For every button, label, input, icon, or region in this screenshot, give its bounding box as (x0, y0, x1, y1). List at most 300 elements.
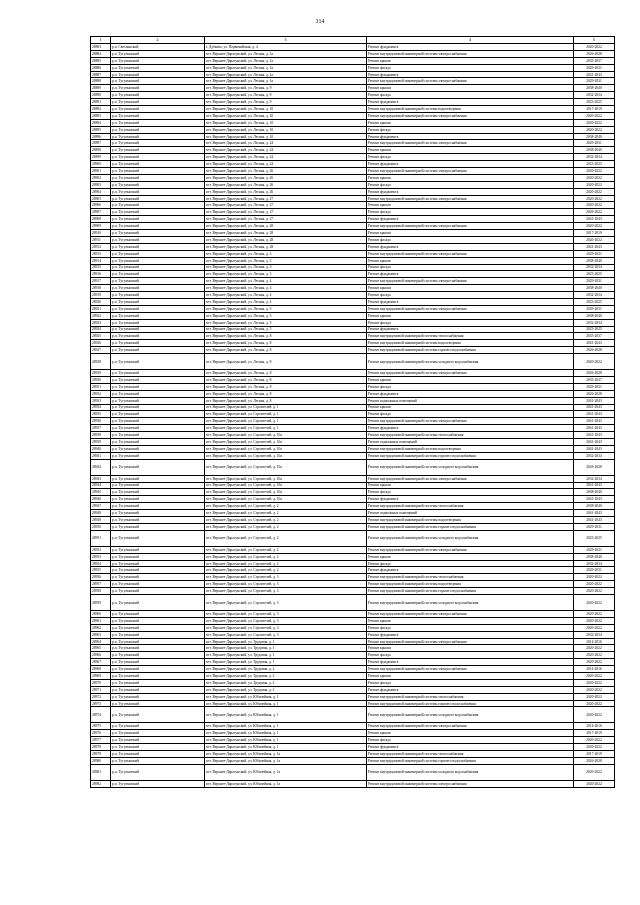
period-cell: 2038-2040 (574, 257, 615, 264)
period-cell: 2020-2022 (574, 574, 615, 581)
address-cell: пгт. Верхнее-Дарасунский, ул. Строителей, д. 10а (205, 489, 367, 496)
period-cell: 2032-2034 (574, 475, 615, 482)
row-number-cell: 28883 (91, 44, 111, 51)
period-cell: 2041-2043 (574, 71, 615, 78)
period-cell: 2029-2031 (574, 546, 615, 553)
period-cell: 2038-2040 (574, 489, 615, 496)
address-cell: пгт. Верхнее-Дарасунский, ул. Строителей, д. 2 (205, 560, 367, 567)
work-type-cell: Ремонт подвальных помещений (367, 438, 574, 445)
table-row (91, 523, 615, 530)
address-cell: пгт. Верхнее-Дарасунский, ул. Строителей, д. 2 (205, 510, 367, 517)
table-row (91, 147, 615, 154)
table-row (91, 679, 615, 686)
work-type-cell: Ремонт внутридомовой инженерной системы электроснабжения (367, 140, 574, 147)
address-cell: пгт. Верхнее-Дарасунский, ул. Лесная, д. 4 (205, 278, 367, 285)
address-cell: пгт. Верхнее-Дарасунский, ул. Строителей, д. 1 (205, 411, 367, 418)
table-row (91, 99, 615, 106)
row-number-cell: 28905 (91, 195, 111, 202)
district-cell: р.п. Тугулымский (111, 404, 205, 411)
work-type-cell: Ремонт фасада (367, 292, 574, 299)
period-cell: 2026-2028 (574, 347, 615, 354)
address-cell: пгт. Верхнее-Дарасунский, ул. Строителей, д. 3 (205, 581, 367, 588)
table-row (91, 133, 615, 140)
period-cell: 2020-2022 (574, 652, 615, 659)
district-cell: р.п. Тугулымский (111, 333, 205, 340)
table-row (91, 376, 615, 383)
district-cell: р.п. Тугулымский (111, 411, 205, 418)
district-cell: р.п. Тугулымский (111, 489, 205, 496)
work-type-cell: Ремонт внутридомовой инженерной системы теплоснабжения (367, 333, 574, 340)
table-row (91, 223, 615, 230)
district-cell: р.п. Тугулымский (111, 700, 205, 707)
row-number-cell: 28953 (91, 553, 111, 560)
district-cell: р.п. Тугулымский (111, 195, 205, 202)
row-number-cell: 28906 (91, 202, 111, 209)
period-cell: 2041-2043 (574, 243, 615, 250)
district-cell: р.п. Тугулымский (111, 638, 205, 645)
work-type-cell: Ремонт внутридомовой инженерной системы горячего водоснабжения (367, 523, 574, 530)
row-number-cell: 28943 (91, 475, 111, 482)
table-row (91, 312, 615, 319)
row-number-cell: 28956 (91, 574, 111, 581)
table-row (91, 64, 615, 71)
table-row (91, 611, 615, 618)
district-cell: р.п. Тугулымский (111, 482, 205, 489)
address-cell: пгт. Верхнее-Дарасунский, ул. Лесная, д. 26 (205, 181, 367, 188)
district-cell: р.п. Тугулымский (111, 659, 205, 666)
table-row (91, 126, 615, 133)
district-cell: р.п. Тугулымский (111, 223, 205, 230)
work-type-cell: Ремонт внутридомовой инженерной системы электроснабжения (367, 112, 574, 119)
address-cell: пгт. Верхнее-Дарасунский, ул. Строителей, д. 1 (205, 425, 367, 432)
address-cell: пгт. Верхнее-Дарасунский, ул. Строителей, д. 2 (205, 503, 367, 510)
row-number-cell: 28957 (91, 581, 111, 588)
work-type-cell: Ремонт фасада (367, 383, 574, 390)
row-number-cell: 28950 (91, 523, 111, 530)
period-cell: 2014-2016 (574, 638, 615, 645)
address-cell: пгт. Верхнее-Дарасунский, ул. Строителей, д. 10а (205, 496, 367, 503)
district-cell: р.п. Тугулымский (111, 50, 205, 57)
work-type-cell: Ремонт внутридомовой инженерной системы электроснабжения (367, 723, 574, 730)
row-number-cell: 28912 (91, 243, 111, 250)
district-cell: р.п. Тугулымский (111, 354, 205, 370)
table-row (91, 404, 615, 411)
table-row (91, 188, 615, 195)
period-cell: 2020-2022 (574, 202, 615, 209)
district-cell: р.п. Тугулымский (111, 250, 205, 257)
period-cell: 2020-2022 (574, 679, 615, 686)
address-cell: пгт. Верхнее-Дарасунский, ул. Лесная, д. 8 (205, 397, 367, 404)
work-type-cell: Ремонт фасада (367, 679, 574, 686)
period-cell: 2020-2022 (574, 195, 615, 202)
row-number-cell: 28946 (91, 496, 111, 503)
row-number-cell: 28973 (91, 700, 111, 707)
table-row (91, 425, 615, 432)
table-row (91, 659, 615, 666)
row-number-cell: 28924 (91, 326, 111, 333)
period-cell: 2029-2031 (574, 567, 615, 574)
table-row (91, 588, 615, 595)
work-type-cell: Ремонт внутридомовой инженерной системы горячего водоснабжения (367, 757, 574, 764)
row-number-cell: 28933 (91, 397, 111, 404)
period-cell: 2020-2022 (574, 707, 615, 723)
table-row (91, 482, 615, 489)
row-number-cell: 28927 (91, 347, 111, 354)
table-row (91, 730, 615, 737)
period-cell: 2026-2028 (574, 50, 615, 57)
address-cell: пгт. Верхнее-Дарасунский, ул. Лесная, д. 1а (205, 57, 367, 64)
work-type-cell: Ремонт внутридомовой инженерной системы водоотведения (367, 340, 574, 347)
district-cell: р.п. Тугулымский (111, 418, 205, 425)
district-cell: р.п. Тугулымский (111, 326, 205, 333)
table-row (91, 723, 615, 730)
period-cell: 2020-2022 (574, 686, 615, 693)
period-cell: 2017-2019 (574, 106, 615, 113)
table-row (91, 370, 615, 377)
address-cell: пгт. Верхнее-Дарасунский, ул. Строителей, д. 3 (205, 588, 367, 595)
row-number-cell: 28979 (91, 751, 111, 758)
work-type-cell: Ремонт внутридомовой инженерной системы водоотведения (367, 106, 574, 113)
row-number-cell: 28961 (91, 617, 111, 624)
period-cell: 2041-2043 (574, 411, 615, 418)
table-row (91, 489, 615, 496)
period-cell: 2023-2025 (574, 161, 615, 168)
table-row (91, 333, 615, 340)
district-cell: р.п. Тугулымский (111, 312, 205, 319)
period-cell: 2020-2022 (574, 181, 615, 188)
row-number-cell: 28930 (91, 376, 111, 383)
period-cell: 2017-2019 (574, 230, 615, 237)
table-row (91, 700, 615, 707)
period-cell: 2020-2022 (574, 645, 615, 652)
header-row (91, 37, 615, 44)
period-cell: 2029-2031 (574, 250, 615, 257)
district-cell: р.п. Тугулымский (111, 757, 205, 764)
work-type-cell: Ремонт крыши (367, 285, 574, 292)
table-row (91, 764, 615, 780)
period-cell: 2029-2031 (574, 523, 615, 530)
work-type-cell: Ремонт внутридомовой инженерной системы электроснабжения (367, 278, 574, 285)
period-cell: 2023-2025 (574, 99, 615, 106)
work-type-cell: Ремонт внутридомовой инженерной системы электроснабжения (367, 250, 574, 257)
table-row (91, 285, 615, 292)
work-type-cell: Ремонт крыши (367, 174, 574, 181)
district-cell: р.п. Тугулымский (111, 744, 205, 751)
table-row (91, 216, 615, 223)
work-type-cell: Ремонт крыши (367, 482, 574, 489)
address-cell: пгт. Верхнее-Дарасунский, ул. Лесная, д. 10 (205, 119, 367, 126)
row-number-cell: 28890 (91, 92, 111, 99)
period-cell: 2026-2028 (574, 370, 615, 377)
table-row (91, 230, 615, 237)
work-type-cell: Ремонт внутридомовой инженерной системы электроснабжения (367, 78, 574, 85)
address-cell: пгт. Верхнее-Дарасунский, ул. Лесная, д. 28 (205, 223, 367, 230)
district-cell: р.п. Тугулымский (111, 230, 205, 237)
work-type-cell: Ремонт внутридомовой инженерной системы холодного водоснабжения (367, 459, 574, 475)
row-number-cell: 28959 (91, 595, 111, 611)
work-type-cell: Ремонт внутридомовой инженерной системы теплоснабжения (367, 574, 574, 581)
address-cell: пгт. Верхнее-Дарасунский, ул. Лесная, д. 8 (205, 340, 367, 347)
table-row (91, 278, 615, 285)
row-number-cell: 28977 (91, 737, 111, 744)
period-cell: 2035-2037 (574, 57, 615, 64)
district-cell: р.п. Тугулымский (111, 71, 205, 78)
row-number-cell: 28926 (91, 340, 111, 347)
work-type-cell: Ремонт фасада (367, 181, 574, 188)
address-cell: пгт. Верхнее-Дарасунский, ул. Строителей, д. 2 (205, 553, 367, 560)
row-number-cell: 28929 (91, 370, 111, 377)
address-cell: пгт. Верхнее-Дарасунский, ул. Лесная, д. 10 (205, 106, 367, 113)
address-cell: пгт. Верхнее-Дарасунский, ул. Строителей, д. 10а (205, 452, 367, 459)
district-cell: р.п. Тугулымский (111, 631, 205, 638)
address-cell: пгт. Верхнее-Дарасунский, ул. Строителей, д. 2 (205, 523, 367, 530)
work-type-cell: Ремонт фундамента (367, 425, 574, 432)
table-row (91, 737, 615, 744)
address-cell: пгт. Верхнее-Дарасунский, ул. Строителей, д. 3 (205, 617, 367, 624)
work-type-cell: Ремонт крыши (367, 404, 574, 411)
column-header: 3 (205, 37, 367, 44)
row-number-cell: 28962 (91, 624, 111, 631)
row-number-cell: 28897 (91, 140, 111, 147)
work-type-cell: Ремонт фасада (367, 126, 574, 133)
table-row (91, 257, 615, 264)
district-cell: р.п. Тугулымский (111, 161, 205, 168)
table-row (91, 560, 615, 567)
period-cell: 2026-2022 (574, 209, 615, 216)
work-type-cell: Ремонт фасада (367, 624, 574, 631)
table-header (91, 37, 615, 44)
work-type-cell: Ремонт фасада (367, 236, 574, 243)
district-cell: р.п. Тугулымский (111, 624, 205, 631)
district-cell: р.п. Тугулымский (111, 174, 205, 181)
work-type-cell: Ремонт фасада (367, 560, 574, 567)
table-row (91, 553, 615, 560)
table-row (91, 195, 615, 202)
district-cell: р.п. Тугулымский (111, 652, 205, 659)
district-cell: р.п. Тугулымский (111, 617, 205, 624)
district-cell: р.п. Тугулымский (111, 686, 205, 693)
capital-repair-table (90, 36, 615, 788)
district-cell: р.п. Тугулымский (111, 236, 205, 243)
table-row (91, 243, 615, 250)
table-row (91, 78, 615, 85)
period-cell: 2026-2028 (574, 459, 615, 475)
row-number-cell: 28958 (91, 588, 111, 595)
period-cell: 2020-2022 (574, 236, 615, 243)
table-row (91, 624, 615, 631)
work-type-cell: Ремонт внутридомовой инженерной системы теплоснабжения (367, 693, 574, 700)
period-cell: 2020-2022 (574, 617, 615, 624)
period-cell: 2035-2037 (574, 376, 615, 383)
table-row (91, 305, 615, 312)
row-number-cell: 28936 (91, 418, 111, 425)
district-cell: р.п. Тугулымский (111, 432, 205, 439)
period-cell: 2020-2022 (574, 659, 615, 666)
address-cell: пгт. Верхнее-Дарасунский, ул. Строителей, д. 2 (205, 546, 367, 553)
district-cell: р.п. Тугулымский (111, 271, 205, 278)
table-row (91, 340, 615, 347)
address-cell: пгт. Верхнее-Дарасунский, ул. Лесная, д. 26 (205, 174, 367, 181)
column-header: 4 (367, 37, 574, 44)
table-row (91, 57, 615, 64)
period-cell: 2020-2022 (574, 119, 615, 126)
table-row (91, 666, 615, 673)
table-row (91, 140, 615, 147)
work-type-cell: Ремонт внутридомовой инженерной системы электроснабжения (367, 780, 574, 787)
work-type-cell: Ремонт фундамента (367, 188, 574, 195)
row-number-cell: 28944 (91, 482, 111, 489)
district-cell: р.п. Тугулымский (111, 780, 205, 787)
district-cell: р.п. Тугулымский (111, 285, 205, 292)
row-number-cell: 28886 (91, 64, 111, 71)
district-cell: р.п. Тугулымский (111, 530, 205, 546)
district-cell: р.п. Тугулымский (111, 305, 205, 312)
address-cell: пгт. Верхнее-Дарасунский, ул. Строителей, д. 10а (205, 438, 367, 445)
table-row (91, 354, 615, 370)
table-row (91, 326, 615, 333)
period-cell: 2029-2031 (574, 140, 615, 147)
table-row (91, 475, 615, 482)
work-type-cell: Ремонт внутридомовой инженерной системы электроснабжения (367, 223, 574, 230)
work-type-cell: Ремонт фундамента (367, 567, 574, 574)
table-row (91, 50, 615, 57)
period-cell: 2020-2022 (574, 764, 615, 780)
address-cell: пгт. Верхнее-Дарасунский, ул. Лесная, д. 26 (205, 188, 367, 195)
address-cell: пгт. Верхнее-Дарасунский, ул. Трудовая, д. 1 (205, 652, 367, 659)
work-type-cell: Ремонт крыши (367, 230, 574, 237)
table-row (91, 638, 615, 645)
work-type-cell: Ремонт внутридомовой инженерной системы электроснабжения (367, 666, 574, 673)
period-cell: 2032-2034 (574, 452, 615, 459)
district-cell: р.п. Тугулымский (111, 567, 205, 574)
page-number: 314 (315, 19, 325, 25)
period-cell: 2032-2034 (574, 92, 615, 99)
address-cell: пгт. Верхнее-Дарасунский, ул. Трудовая, д. 1 (205, 645, 367, 652)
work-type-cell: Ремонт внутридомовой инженерной системы холодного водоснабжения (367, 764, 574, 780)
work-type-cell: Ремонт внутридомовой инженерной системы электроснабжения (367, 475, 574, 482)
work-type-cell: Ремонт крыши (367, 119, 574, 126)
row-number-cell: 28918 (91, 285, 111, 292)
district-cell: р.п. Тугулымский (111, 517, 205, 524)
table-row (91, 264, 615, 271)
period-cell: 2026-2028 (574, 390, 615, 397)
address-cell: пгт. Верхнее-Дарасунский, ул. Лесная, д. 3 (205, 271, 367, 278)
district-cell: р.п. Тугулымский (111, 679, 205, 686)
district-cell: р.п. Тугулымский (111, 390, 205, 397)
table-row (91, 459, 615, 475)
period-cell: 2041-2043 (574, 517, 615, 524)
row-number-cell: 28892 (91, 106, 111, 113)
district-cell: р.п. Тугулымский (111, 560, 205, 567)
period-cell: 2041-2043 (574, 432, 615, 439)
work-type-cell: Ремонт фундамента (367, 44, 574, 51)
address-cell: пгт. Верхнее-Дарасунский, ул. Строителей, д. 10а (205, 445, 367, 452)
period-cell: 2023-2025 (574, 271, 615, 278)
period-cell: 2020-2022 (574, 581, 615, 588)
row-number-cell: 28888 (91, 78, 111, 85)
address-cell: пгт. Верхнее-Дарасунский, ул. Строителей, д. 10а (205, 482, 367, 489)
table-row (91, 595, 615, 611)
period-cell: 2014-2016 (574, 666, 615, 673)
row-number-cell: 28938 (91, 432, 111, 439)
row-number-cell: 28896 (91, 133, 111, 140)
work-type-cell: Ремонт крыши (367, 730, 574, 737)
table-row (91, 567, 615, 574)
work-type-cell: Ремонт внутридомовой инженерной системы водоотведения (367, 517, 574, 524)
work-type-cell: Ремонт фасада (367, 411, 574, 418)
address-cell: пгт. Верхнее-Дарасунский, ул. Лесная, д. 9 (205, 85, 367, 92)
work-type-cell: Ремонт фасада (367, 154, 574, 161)
period-cell: 2041-2043 (574, 397, 615, 404)
work-type-cell: Ремонт крыши (367, 376, 574, 383)
table-row (91, 85, 615, 92)
work-type-cell: Ремонт внутридомовой инженерной системы холодного водоснабжения (367, 707, 574, 723)
work-type-cell: Ремонт фундамента (367, 298, 574, 305)
row-number-cell: 28954 (91, 560, 111, 567)
row-number-cell: 28939 (91, 438, 111, 445)
row-number-cell: 28915 (91, 264, 111, 271)
period-cell: 2020-2022 (574, 354, 615, 370)
period-cell: 2029-2031 (574, 383, 615, 390)
district-cell: р.п. Тугулымский (111, 723, 205, 730)
district-cell: р.п. Тугулымский (111, 707, 205, 723)
row-number-cell: 28908 (91, 216, 111, 223)
work-type-cell: Ремонт внутридомовой инженерной системы холодного водоснабжения (367, 354, 574, 370)
address-cell: пгт. Верхнее-Дарасунский, ул. Строителей, д. 3 (205, 595, 367, 611)
row-number-cell: 28899 (91, 154, 111, 161)
row-number-cell: 28965 (91, 645, 111, 652)
row-number-cell: 28964 (91, 638, 111, 645)
table-row (91, 574, 615, 581)
work-type-cell: Ремонт фундамента (367, 631, 574, 638)
table-row (91, 236, 615, 243)
district-cell: р.п. Тугулымский (111, 475, 205, 482)
period-cell: 2041-2043 (574, 438, 615, 445)
address-cell: пгт. Верхнее-Дарасунский, ул. Юбилейная, д. 1 (205, 723, 367, 730)
period-cell: 2020-2022 (574, 595, 615, 611)
address-cell: пгт. Верхнее-Дарасунский, ул. Лесная, д. 24 (205, 147, 367, 154)
work-type-cell: Ремонт фундамента (367, 744, 574, 751)
period-cell: 2038-2040 (574, 285, 615, 292)
row-number-cell: 28981 (91, 764, 111, 780)
row-number-cell: 28903 (91, 181, 111, 188)
row-number-cell: 28975 (91, 723, 111, 730)
work-type-cell: Ремонт внутридомовой инженерной системы водоотведения (367, 581, 574, 588)
address-cell: пгт. Верхнее-Дарасунский, ул. Лесная, д. 9 (205, 99, 367, 106)
district-cell: р.п. Тугулымский (111, 278, 205, 285)
address-cell: пгт. Верхнее-Дарасунский, ул. Лесная, д. 3 (205, 257, 367, 264)
period-cell: 2020-2022 (574, 611, 615, 618)
address-cell: пгт. Верхнее-Дарасунский, ул. Лесная, д. 24 (205, 140, 367, 147)
district-cell: р.п. Тугулымский (111, 452, 205, 459)
district-cell: р.п. Тугулымский (111, 645, 205, 652)
work-type-cell: Ремонт внутридомовой инженерной системы электроснабжения (367, 418, 574, 425)
address-cell: пгт. Верхнее-Дарасунский, ул. Юбилейная, д. 1 (205, 693, 367, 700)
work-type-cell: Ремонт фундамента (367, 99, 574, 106)
work-type-cell: Ремонт внутридомовой инженерной системы электроснабжения (367, 50, 574, 57)
row-number-cell: 28907 (91, 209, 111, 216)
address-cell: пгт. Верхнее-Дарасунский, ул. Лесная, д. 8 (205, 354, 367, 370)
address-cell: пгт. Верхнее-Дарасунский, ул. Лесная, д. 5 (205, 326, 367, 333)
row-number-cell: 28932 (91, 390, 111, 397)
table-row (91, 780, 615, 787)
address-cell: пгт. Верхнее-Дарасунский, ул. Лесная, д. 8 (205, 347, 367, 354)
work-type-cell: Ремонт внутридомовой инженерной системы электроснабжения (367, 195, 574, 202)
table-row (91, 181, 615, 188)
row-number-cell: 28966 (91, 652, 111, 659)
row-number-cell: 28955 (91, 567, 111, 574)
table-row (91, 530, 615, 546)
